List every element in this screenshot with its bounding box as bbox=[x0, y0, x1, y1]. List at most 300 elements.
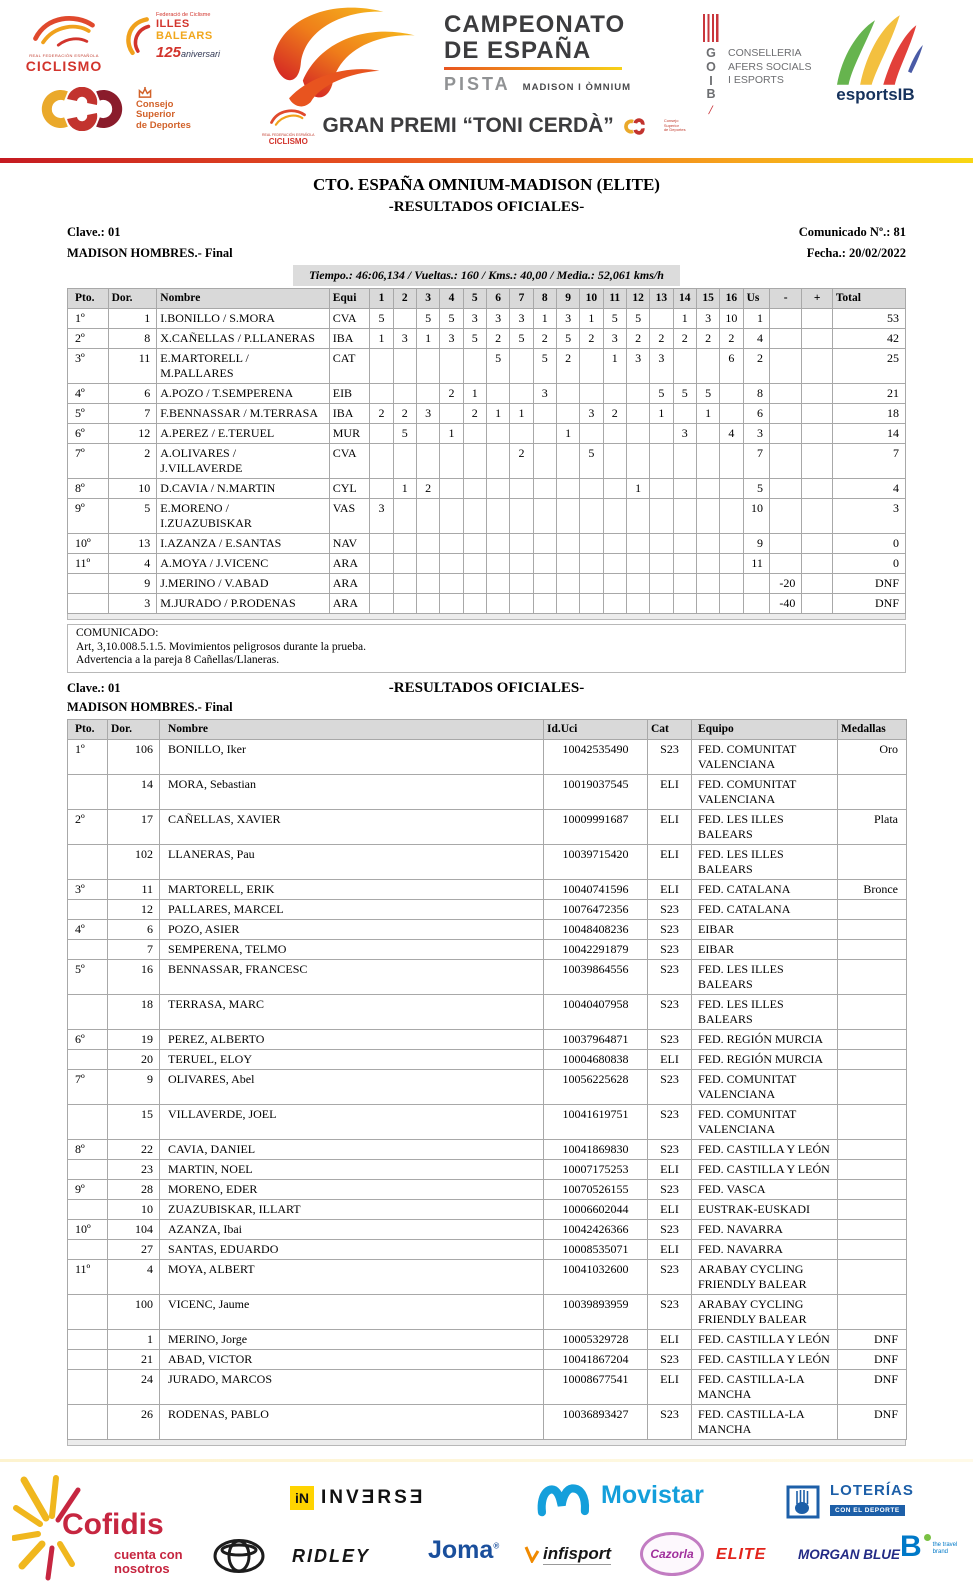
cell-nombre: VICENC, Jaume bbox=[160, 1294, 544, 1329]
cell-medalla: DNF bbox=[838, 1329, 907, 1349]
cell-equipo: FED. LES ILLES BALEARS bbox=[692, 844, 838, 879]
document-title: CTO. ESPAÑA OMNIUM-MADISON (ELITE) bbox=[313, 175, 660, 194]
cell-pto bbox=[68, 1104, 108, 1139]
cell-dor: 22 bbox=[108, 1139, 160, 1159]
cell-sprint bbox=[510, 499, 533, 534]
col-total: Total bbox=[832, 289, 905, 309]
cell-sprint bbox=[463, 424, 486, 444]
cell-sprint: 2 bbox=[603, 404, 626, 424]
cell-dor: 1 bbox=[108, 1329, 160, 1349]
mini-rfec-subtitle: REAL FEDERACIÓN ESPAÑOLA bbox=[262, 133, 315, 137]
cell-sprint: 3 bbox=[416, 404, 439, 424]
mini-rfec-label: CICLISMO bbox=[268, 137, 308, 146]
cell-equi: VAS bbox=[329, 499, 370, 534]
cell-equipo: FED. CASTILLA Y LEÓN bbox=[692, 1349, 838, 1369]
rider-row bbox=[68, 1219, 907, 1239]
cell-sprint bbox=[440, 444, 463, 479]
cell-nombre: MORA, Sebastian bbox=[160, 774, 544, 809]
cell-sprint bbox=[673, 574, 696, 594]
madison-result-row bbox=[68, 534, 906, 554]
elite-logo: ELITE bbox=[716, 1545, 767, 1563]
cell-sprint: 1 bbox=[370, 329, 393, 349]
cell-sprint bbox=[580, 384, 603, 404]
cell-pto bbox=[68, 1159, 108, 1179]
cell-sprint: 1 bbox=[696, 404, 719, 424]
cell-dor: 10 bbox=[108, 479, 157, 499]
cell-pto: 5º bbox=[68, 959, 108, 994]
cell-us: 9 bbox=[743, 534, 769, 554]
cell-dor: 27 bbox=[108, 1239, 160, 1259]
cell-nombre: CAVIA, DANIEL bbox=[160, 1139, 544, 1159]
cell-nombre: SEMPERENA, TELMO bbox=[160, 939, 544, 959]
cell-iduci: 10039864556 bbox=[544, 959, 648, 994]
cell-sprint bbox=[673, 534, 696, 554]
cell-pto: 11º bbox=[68, 1259, 108, 1294]
cell-cat: S23 bbox=[648, 739, 692, 774]
cell-equi: ARA bbox=[329, 554, 370, 574]
rider-row bbox=[68, 809, 907, 844]
cell-pto: 10º bbox=[68, 534, 109, 554]
cell-sprint bbox=[486, 479, 509, 499]
madison-result-row bbox=[68, 479, 906, 499]
cell-sprint: 5 bbox=[486, 349, 509, 384]
cell-sprint: 2 bbox=[486, 329, 509, 349]
loterias-hand-icon bbox=[783, 1482, 823, 1522]
cell-cat: ELI bbox=[648, 879, 692, 899]
madison-result-row bbox=[68, 594, 906, 614]
rider-row bbox=[68, 1349, 907, 1369]
cell-sprint bbox=[440, 499, 463, 534]
cell-sprint bbox=[463, 534, 486, 554]
gran-premi-row bbox=[262, 106, 709, 146]
cell-equipo: EUSTRAK-EUSKADI bbox=[692, 1199, 838, 1219]
rider-row bbox=[68, 994, 907, 1029]
cell-plus bbox=[802, 404, 832, 424]
cell-minus bbox=[769, 384, 801, 404]
cell-pto: 9º bbox=[68, 499, 109, 534]
cell-iduci: 10042426366 bbox=[544, 1219, 648, 1239]
table1-header-row bbox=[68, 289, 906, 309]
cell-cat: ELI bbox=[648, 1369, 692, 1404]
col-nombre: Nombre bbox=[160, 719, 544, 739]
cell-sprint bbox=[696, 424, 719, 444]
cell-cat: S23 bbox=[648, 1179, 692, 1199]
cell-dor: 20 bbox=[108, 1049, 160, 1069]
col-sprint: 10 bbox=[580, 289, 603, 309]
cell-sprint: 3 bbox=[696, 309, 719, 329]
cell-iduci: 10041867204 bbox=[544, 1349, 648, 1369]
rider-row bbox=[68, 899, 907, 919]
cell-total: 0 bbox=[832, 554, 905, 574]
cell-equipo: FED. CASTILLA Y LEÓN bbox=[692, 1159, 838, 1179]
cell-iduci: 10041869830 bbox=[544, 1139, 648, 1159]
cell-sprint bbox=[440, 349, 463, 384]
cell-sprint bbox=[533, 594, 556, 614]
cell-sprint bbox=[440, 574, 463, 594]
cell-nombre: MARTORELL, ERIK bbox=[160, 879, 544, 899]
cell-dor: 28 bbox=[108, 1179, 160, 1199]
rider-row bbox=[68, 1239, 907, 1259]
cell-plus bbox=[802, 534, 832, 554]
cell-equipo: FED. CASTILLA-LA MANCHA bbox=[692, 1369, 838, 1404]
cell-sprint bbox=[510, 349, 533, 384]
cell-sprint bbox=[463, 594, 486, 614]
cell-cat: S23 bbox=[648, 1219, 692, 1239]
cell-sprint bbox=[416, 574, 439, 594]
cell-nombre: X.CAÑELLAS / P.LLANERAS bbox=[157, 329, 329, 349]
cell-sprint bbox=[696, 444, 719, 479]
col-sprint: 8 bbox=[533, 289, 556, 309]
cell-nombre: M.JURADO / P.RODENAS bbox=[157, 594, 329, 614]
rider-row bbox=[68, 1329, 907, 1349]
cell-sprint bbox=[650, 444, 673, 479]
rider-row bbox=[68, 1199, 907, 1219]
cell-sprint bbox=[556, 499, 579, 534]
cell-nombre: E.MARTORELL / M.PALLARES bbox=[157, 349, 329, 384]
cell-equi: CVA bbox=[329, 309, 370, 329]
cell-sprint bbox=[556, 574, 579, 594]
cazorla-logo bbox=[640, 1532, 704, 1576]
rider-row bbox=[68, 1139, 907, 1159]
cell-sprint bbox=[510, 479, 533, 499]
cell-pto bbox=[68, 1239, 108, 1259]
cell-dor: 17 bbox=[108, 809, 160, 844]
cell-us bbox=[743, 594, 769, 614]
cell-sprint: 6 bbox=[720, 349, 743, 384]
cell-dor: 106 bbox=[108, 739, 160, 774]
cell-nombre: I.BONILLO / S.MORA bbox=[157, 309, 329, 329]
movistar-label: Movistar bbox=[601, 1481, 704, 1510]
cell-medalla bbox=[838, 1219, 907, 1239]
mini-csd-icon bbox=[622, 118, 656, 135]
cell-dor: 5 bbox=[108, 499, 157, 534]
cell-cat: ELI bbox=[648, 1239, 692, 1259]
cell-sprint: 3 bbox=[510, 309, 533, 329]
cell-minus bbox=[769, 349, 801, 384]
cell-nombre: E.MORENO / I.ZUAZUBISKAR bbox=[157, 499, 329, 534]
cell-sprint bbox=[393, 534, 416, 554]
comunicado-number: Comunicado Nº.: 81 bbox=[798, 225, 906, 239]
cell-sprint bbox=[416, 349, 439, 384]
cell-pto: 2º bbox=[68, 809, 108, 844]
cell-nombre: MARTIN, NOEL bbox=[160, 1159, 544, 1179]
cell-plus bbox=[802, 594, 832, 614]
cell-minus bbox=[769, 309, 801, 329]
cell-iduci: 10041032600 bbox=[544, 1259, 648, 1294]
cell-equi: CAT bbox=[329, 349, 370, 384]
cell-sprint bbox=[720, 554, 743, 574]
header-right-logos bbox=[703, 0, 973, 158]
cell-sprint bbox=[463, 499, 486, 534]
col-sprint: 14 bbox=[673, 289, 696, 309]
cell-dor: 9 bbox=[108, 574, 157, 594]
col-plus: + bbox=[802, 289, 832, 309]
cell-sprint bbox=[673, 499, 696, 534]
goib-letters: G O I B bbox=[706, 46, 716, 102]
cell-pto: 7º bbox=[68, 1069, 108, 1104]
cell-dor: 11 bbox=[108, 879, 160, 899]
balears-line1: Federació de Ciclisme bbox=[156, 12, 211, 18]
event-label: MADISON HOMBRES.- Final bbox=[67, 246, 233, 260]
cell-sprint bbox=[650, 424, 673, 444]
cell-sprint bbox=[603, 554, 626, 574]
cell-medalla bbox=[838, 1069, 907, 1104]
loterias-badge: CON EL DEPORTE bbox=[830, 1505, 905, 1516]
cell-sprint: 2 bbox=[533, 329, 556, 349]
cell-pto: 2º bbox=[68, 329, 109, 349]
cell-pto: 7º bbox=[68, 444, 109, 479]
cell-sprint bbox=[416, 444, 439, 479]
cell-sprint bbox=[696, 554, 719, 574]
rfec-label: CICLISMO bbox=[25, 58, 103, 74]
cell-sprint bbox=[580, 534, 603, 554]
cell-pto: 8º bbox=[68, 1139, 108, 1159]
cell-sprint bbox=[673, 479, 696, 499]
cell-equipo: ARABAY CYCLING FRIENDLY BALEAR bbox=[692, 1259, 838, 1294]
cell-pto: 6º bbox=[68, 424, 109, 444]
cell-total: 25 bbox=[832, 349, 905, 384]
col-cat: Cat bbox=[648, 719, 692, 739]
cell-sprint bbox=[533, 499, 556, 534]
cell-sprint bbox=[486, 499, 509, 534]
cell-sprint bbox=[370, 554, 393, 574]
cell-sprint: 5 bbox=[533, 349, 556, 384]
cell-equipo: FED. COMUNITAT VALENCIANA bbox=[692, 774, 838, 809]
cell-iduci: 10040407958 bbox=[544, 994, 648, 1029]
table1-footer-strip bbox=[67, 614, 906, 620]
col-sprint: 4 bbox=[440, 289, 463, 309]
cell-sprint bbox=[393, 444, 416, 479]
cell-sprint bbox=[626, 384, 649, 404]
cell-sprint bbox=[486, 444, 509, 479]
ridley-logo: RIDLEY bbox=[292, 1545, 371, 1566]
campeonato-logo bbox=[256, 0, 703, 158]
cell-dor: 7 bbox=[108, 939, 160, 959]
cell-equipo: FED. CATALANA bbox=[692, 879, 838, 899]
cazorla-label: Cazorla bbox=[650, 1546, 694, 1561]
cell-sprint bbox=[580, 424, 603, 444]
cell-sprint bbox=[603, 574, 626, 594]
cell-us: 10 bbox=[743, 499, 769, 534]
cell-dor: 2 bbox=[108, 444, 157, 479]
cell-dor: 8 bbox=[108, 329, 157, 349]
cell-equi: ARA bbox=[329, 574, 370, 594]
cell-nombre: F.BENNASSAR / M.TERRASA bbox=[157, 404, 329, 424]
cell-sprint: 2 bbox=[510, 444, 533, 479]
cell-us: 6 bbox=[743, 404, 769, 424]
goib-logo bbox=[703, 10, 811, 158]
cell-iduci: 10037964871 bbox=[544, 1029, 648, 1049]
cell-equi: NAV bbox=[329, 534, 370, 554]
rfec-subtitle: REAL FEDERACIÓN ESPAÑOLA bbox=[29, 53, 99, 58]
cell-dor: 26 bbox=[108, 1404, 160, 1439]
cell-nombre: PEREZ, ALBERTO bbox=[160, 1029, 544, 1049]
cell-iduci: 10048408236 bbox=[544, 919, 648, 939]
cell-dor: 11 bbox=[108, 349, 157, 384]
cell-iduci: 10004680838 bbox=[544, 1049, 648, 1069]
cell-us: 7 bbox=[743, 444, 769, 479]
cell-sprint: 5 bbox=[580, 444, 603, 479]
mini-swirl-icon bbox=[268, 106, 308, 128]
cell-cat: ELI bbox=[648, 774, 692, 809]
cell-dor: 15 bbox=[108, 1104, 160, 1139]
cell-medalla: Bronce bbox=[838, 879, 907, 899]
cell-us: 2 bbox=[743, 349, 769, 384]
cell-sprint: 2 bbox=[393, 404, 416, 424]
cell-nombre: I.AZANZA / E.SANTAS bbox=[157, 534, 329, 554]
cell-pto bbox=[68, 1404, 108, 1439]
cell-sprint bbox=[626, 444, 649, 479]
cell-cat: S23 bbox=[648, 1104, 692, 1139]
cell-sprint: 2 bbox=[370, 404, 393, 424]
cell-dor: 100 bbox=[108, 1294, 160, 1329]
cell-sprint bbox=[486, 574, 509, 594]
cell-sprint bbox=[673, 594, 696, 614]
cell-sprint bbox=[556, 479, 579, 499]
cell-sprint: 1 bbox=[626, 479, 649, 499]
cell-dor: 6 bbox=[108, 919, 160, 939]
tiempo-band: Tiempo.: 46:06,134 / Vueltas.: 160 / Kms.: 40,00 / Media.: 52,061 kms/h bbox=[293, 265, 680, 286]
rider-row bbox=[68, 844, 907, 879]
cell-sprint bbox=[393, 574, 416, 594]
cell-sprint bbox=[486, 384, 509, 404]
cell-sprint bbox=[580, 479, 603, 499]
cell-sprint: 5 bbox=[696, 384, 719, 404]
mini-ciclismo-logo bbox=[262, 106, 315, 146]
cell-iduci: 10036893427 bbox=[544, 1404, 648, 1439]
cell-sprint: 1 bbox=[510, 404, 533, 424]
cell-equipo: FED. REGIÓN MURCIA bbox=[692, 1029, 838, 1049]
csd-logo bbox=[36, 86, 256, 131]
madison-points-table bbox=[67, 288, 906, 614]
cell-sprint bbox=[510, 534, 533, 554]
cell-total: 14 bbox=[832, 424, 905, 444]
cell-sprint: 1 bbox=[673, 309, 696, 329]
conselleria-label: CONSELLERIA AFERS SOCIALS I ESPORTS bbox=[728, 47, 812, 87]
cell-minus bbox=[769, 444, 801, 479]
col-sprint: 12 bbox=[626, 289, 649, 309]
cell-cat: S23 bbox=[648, 899, 692, 919]
cell-sprint: 2 bbox=[696, 329, 719, 349]
cell-sprint: 5 bbox=[603, 309, 626, 329]
cell-sprint: 1 bbox=[463, 384, 486, 404]
movistar-logo bbox=[535, 1474, 704, 1518]
cell-pto bbox=[68, 994, 108, 1029]
cell-sprint: 5 bbox=[673, 384, 696, 404]
cell-sprint: 5 bbox=[650, 384, 673, 404]
rider-row bbox=[68, 959, 907, 994]
madison-result-row bbox=[68, 309, 906, 329]
cell-cat: S23 bbox=[648, 1294, 692, 1329]
cell-dor: 23 bbox=[108, 1159, 160, 1179]
cofidis-label: Cofidis bbox=[62, 1507, 164, 1541]
cell-plus bbox=[802, 574, 832, 594]
cell-sprint bbox=[533, 444, 556, 479]
cell-total: 0 bbox=[832, 534, 905, 554]
cell-pto bbox=[68, 594, 109, 614]
madison-omnium-label: MADISON I ÒMNIUM bbox=[522, 81, 632, 93]
cell-equipo: FED. LES ILLES BALEARS bbox=[692, 959, 838, 994]
cell-sprint bbox=[650, 479, 673, 499]
cell-cat: S23 bbox=[648, 919, 692, 939]
cell-minus: -40 bbox=[769, 594, 801, 614]
document-body bbox=[0, 163, 973, 1446]
cell-sprint bbox=[696, 594, 719, 614]
cell-dor: 4 bbox=[108, 554, 157, 574]
cell-sprint: 2 bbox=[673, 329, 696, 349]
cell-pto bbox=[68, 774, 108, 809]
cell-nombre: ABAD, VICTOR bbox=[160, 1349, 544, 1369]
cell-sprint bbox=[673, 554, 696, 574]
cofidis-logo bbox=[12, 1464, 222, 1588]
cell-equi: ARA bbox=[329, 594, 370, 614]
cell-cat: S23 bbox=[648, 1404, 692, 1439]
cell-pto bbox=[68, 1329, 108, 1349]
cell-sprint bbox=[650, 534, 673, 554]
cell-sprint bbox=[393, 594, 416, 614]
campeonato-underline bbox=[444, 67, 622, 70]
loterias-label: LOTERÍAS bbox=[830, 1481, 914, 1499]
cell-sprint: 1 bbox=[650, 404, 673, 424]
cell-sprint bbox=[626, 554, 649, 574]
esportsib-strokes-icon bbox=[825, 12, 925, 88]
balears-line2: ILLES bbox=[156, 18, 190, 31]
cell-equi: IBA bbox=[329, 329, 370, 349]
cell-nombre: A.MOYA / J.VICENC bbox=[157, 554, 329, 574]
cell-plus bbox=[802, 499, 832, 534]
col-med: Medallas bbox=[838, 719, 907, 739]
cell-sprint bbox=[580, 554, 603, 574]
cell-nombre: J.MERINO / V.ABAD bbox=[157, 574, 329, 594]
comunicado-box bbox=[67, 624, 906, 673]
cell-equipo: FED. NAVARRA bbox=[692, 1239, 838, 1259]
cell-sprint bbox=[580, 594, 603, 614]
cell-iduci: 10076472356 bbox=[544, 899, 648, 919]
cell-sprint bbox=[393, 499, 416, 534]
cell-dor: 1 bbox=[108, 309, 157, 329]
morgan-blue-logo: MORGAN BLUE bbox=[798, 1546, 900, 1562]
cell-sprint bbox=[510, 574, 533, 594]
cell-iduci: 10042535490 bbox=[544, 739, 648, 774]
cell-plus bbox=[802, 349, 832, 384]
cell-iduci: 10039715420 bbox=[544, 844, 648, 879]
cell-pto bbox=[68, 574, 109, 594]
cell-sprint: 3 bbox=[650, 349, 673, 384]
rider-row bbox=[68, 1294, 907, 1329]
col-pto: Pto. bbox=[68, 289, 109, 309]
document-subtitle: -RESULTADOS OFICIALES- bbox=[388, 199, 585, 215]
cell-equipo: FED. NAVARRA bbox=[692, 1219, 838, 1239]
cell-sprint bbox=[696, 499, 719, 534]
cell-sprint bbox=[533, 404, 556, 424]
cell-sprint: 2 bbox=[580, 329, 603, 349]
col-sprint: 6 bbox=[486, 289, 509, 309]
sponsors-footer bbox=[0, 1462, 973, 1593]
comunicado-text: Art, 3,10.008.5.1.5. Movimientos peligrosos durante la prueba. Advertencia a la pareja 8 Cañellas/Llaneras. bbox=[76, 640, 367, 667]
cell-cat: ELI bbox=[648, 1329, 692, 1349]
cell-sprint: 1 bbox=[416, 329, 439, 349]
campeonato-title-2: DE ESPAÑA bbox=[444, 36, 592, 64]
cell-equipo: FED. COMUNITAT VALENCIANA bbox=[692, 1104, 838, 1139]
cell-minus bbox=[769, 404, 801, 424]
cell-sprint: 1 bbox=[440, 424, 463, 444]
cell-sprint bbox=[510, 424, 533, 444]
cell-nombre: A.PEREZ / E.TERUEL bbox=[157, 424, 329, 444]
cell-dor: 24 bbox=[108, 1369, 160, 1404]
cell-total: 42 bbox=[832, 329, 905, 349]
cell-sprint: 5 bbox=[416, 309, 439, 329]
cell-sprint: 2 bbox=[720, 329, 743, 349]
